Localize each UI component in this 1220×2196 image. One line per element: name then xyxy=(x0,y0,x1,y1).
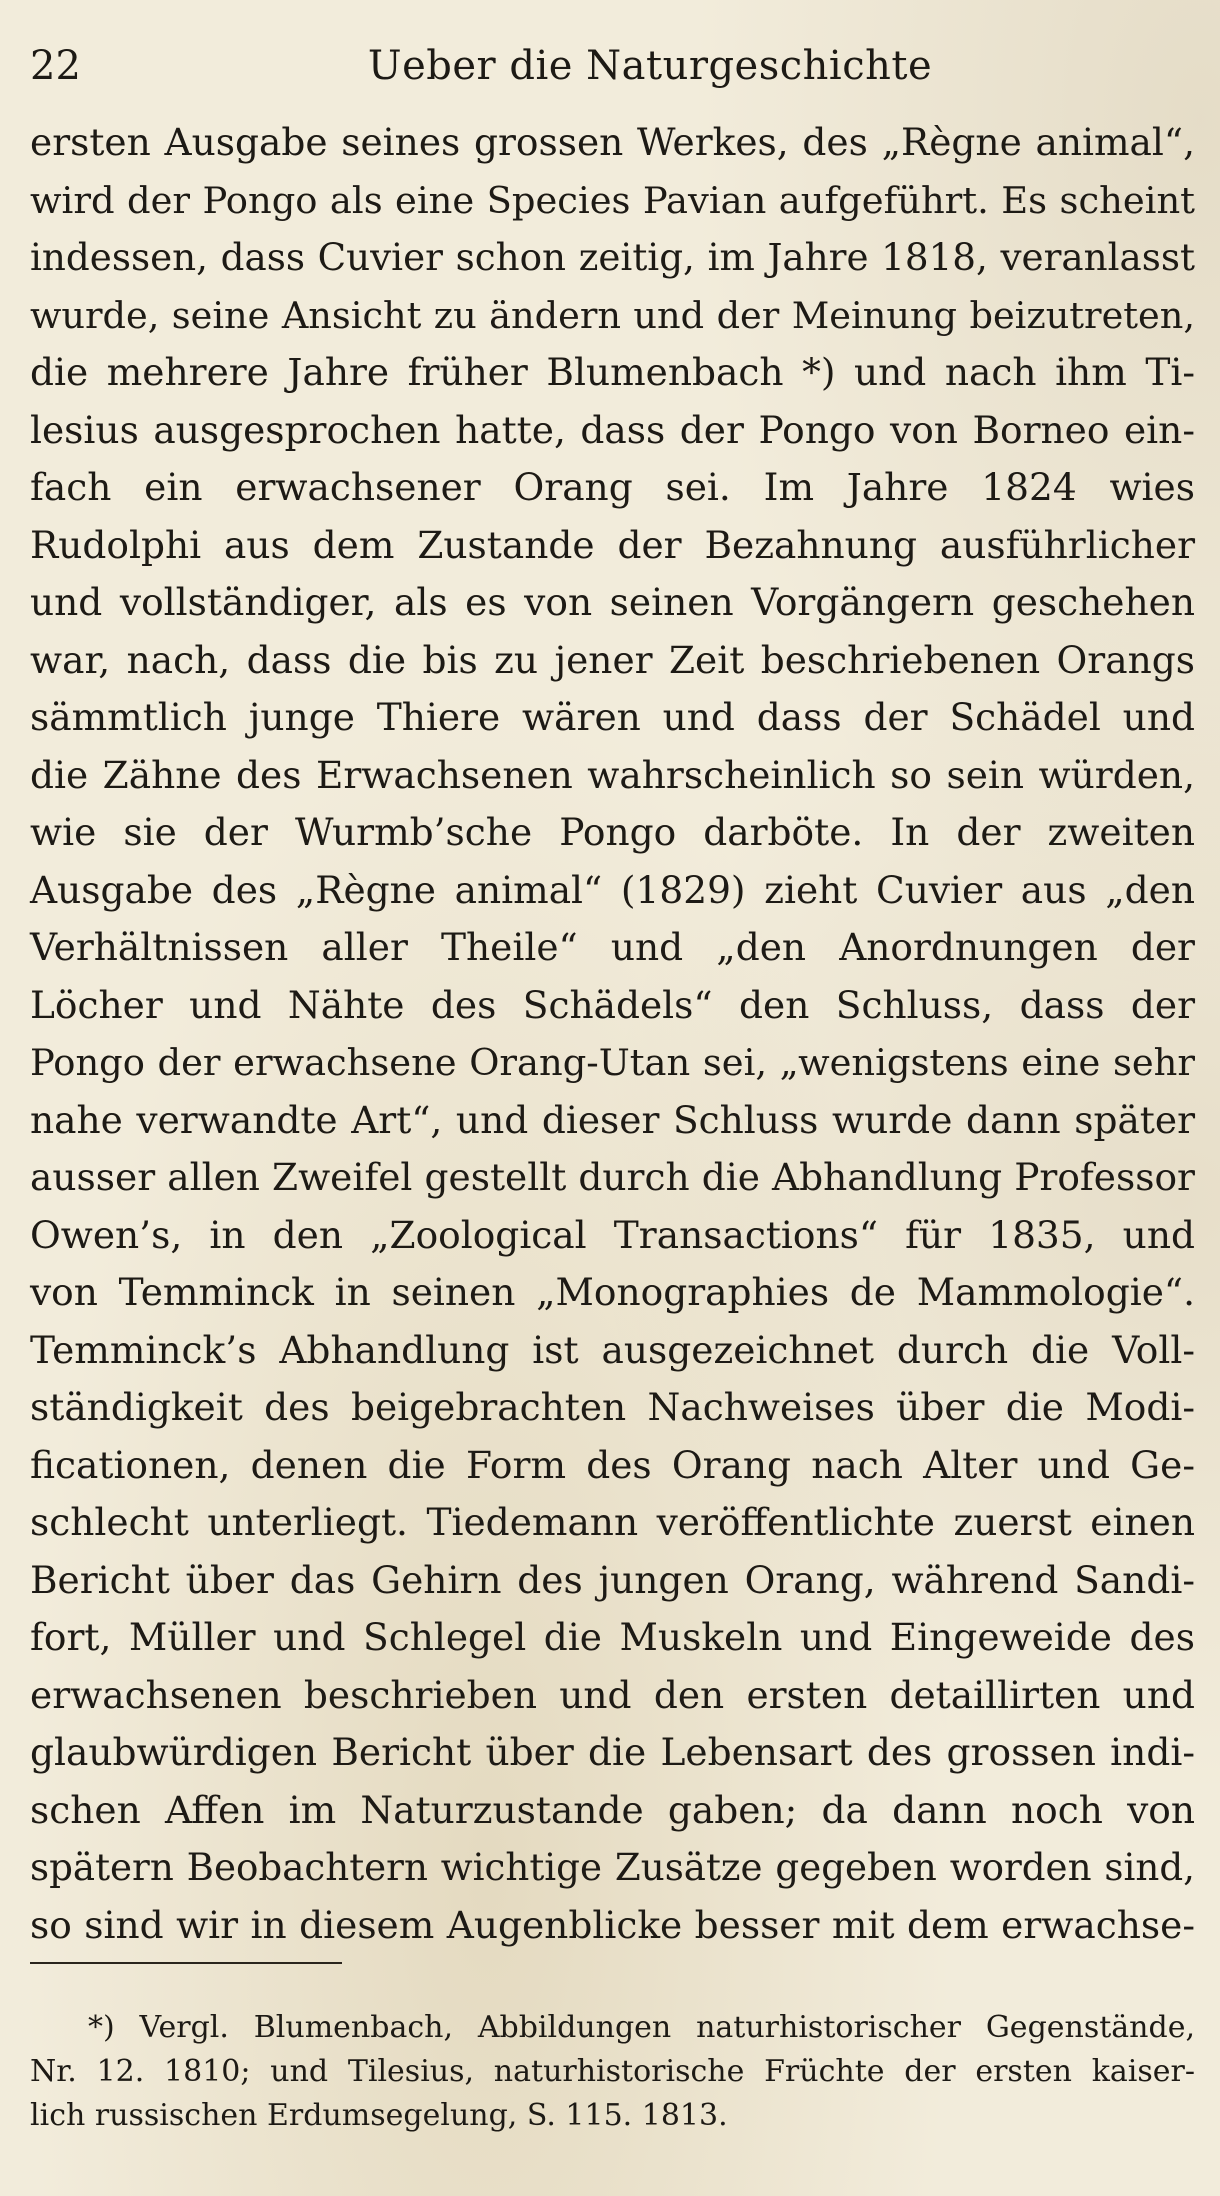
text-line: und vollständiger, als es von seinen Vorgängern geschehen xyxy=(30,580,1195,624)
text-line: Pongo der erwachsene Orang-Utan sei, „wenigstens eine sehr xyxy=(30,1041,1195,1084)
text-line: spätern Beobachtern wichtige Zusätze gegeben worden sind, xyxy=(30,1845,1195,1889)
text-line: ersten Ausgabe seines grossen Werkes, des „Règne animal“, xyxy=(30,120,1195,164)
text-line: Löcher und Nähte des Schädels“ den Schluss, dass der xyxy=(30,982,1195,1027)
text-line: wird der Pongo als eine Species Pavian aufgeführt. Es scheint xyxy=(30,178,1195,222)
page-header xyxy=(30,38,1190,94)
footnote-line: *) Vergl. Blumenbach, Abbildungen naturhistorischer Gegenstände, xyxy=(88,2010,1195,2045)
text-line: Ausgabe des „Règne animal“ (1829) zieht Cuvier aus „den xyxy=(30,867,1195,912)
text-line: wurde, seine Ansicht zu ändern und der Meinung beizutreten, xyxy=(30,293,1195,337)
text-line: von Temminck in seinen „Monographies de Mammologie“. xyxy=(30,1270,1195,1314)
text-line: ficationen, denen die Form des Orang nach Alter und Ge- xyxy=(30,1442,1195,1487)
text-line: Rudolphi aus dem Zustande der Bezahnung ausführlicher xyxy=(30,522,1195,567)
footnote-line: Nr. 12. 1810; und Tilesius, naturhistorische Früchte der ersten kaiser- xyxy=(30,2054,1195,2089)
page-number: 22 xyxy=(30,43,81,89)
text-line: so sind wir in diesem Augenblicke besser mit dem erwachse- xyxy=(30,1902,1195,1947)
text-line: nahe verwandte Art“, und dieser Schluss wurde dann später xyxy=(30,1097,1195,1142)
text-line: sämmtlich junge Thiere wären und dass der Schädel und xyxy=(30,695,1195,739)
text-line: die mehrere Jahre früher Blumenbach *) und nach ihm Ti- xyxy=(30,350,1195,394)
text-line: war, nach, dass die bis zu jener Zeit beschriebenen Orangs xyxy=(30,637,1195,682)
text-line: erwachsenen beschrieben und den ersten detaillirten und xyxy=(30,1672,1195,1717)
text-line: Verhältnissen aller Theile“ und „den Anordnungen der xyxy=(30,925,1195,969)
footnote-line: lich russischen Erdumsegelung, S. 115. 1813. xyxy=(30,2098,728,2133)
text-line: lesius ausgesprochen hatte, dass der Pongo von Borneo ein- xyxy=(30,407,1195,452)
text-line: ständigkeit des beigebrachten Nachweises über die Modi- xyxy=(30,1385,1195,1429)
text-line: wie sie der Wurmb’sche Pongo darböte. In der zweiten xyxy=(30,810,1195,854)
body-text xyxy=(30,114,1195,1954)
text-line: die Zähne des Erwachsenen wahrscheinlich so sein würden, xyxy=(30,752,1195,797)
text-line: indessen, dass Cuvier schon zeitig, im Jahre 1818, veranlasst xyxy=(30,235,1195,279)
text-line: fort, Müller und Schlegel die Muskeln und Eingeweide des xyxy=(30,1615,1195,1659)
text-line: schlecht unterliegt. Tiedemann veröffentlichte zuerst einen xyxy=(30,1500,1195,1544)
text-line: Owen’s, in den „Zoological Transactions“ für 1835, und xyxy=(30,1212,1195,1257)
text-line: Bericht über das Gehirn des jungen Orang, während Sandi- xyxy=(30,1557,1195,1602)
text-line: schen Affen im Naturzustande gaben; da dann noch von xyxy=(30,1787,1195,1832)
text-line: fach ein erwachsener Orang sei. Im Jahre 1824 wies xyxy=(30,465,1195,509)
footnote-divider xyxy=(30,1962,342,1964)
footnote xyxy=(30,2006,1195,2138)
text-line: Temminck’s Abhandlung ist ausgezeichnet durch die Voll- xyxy=(30,1327,1195,1372)
running-title: Ueber die Naturgeschichte xyxy=(367,43,933,89)
text-line: ausser allen Zweifel gestellt durch die Abhandlung Professor xyxy=(30,1155,1195,1199)
text-line: glaubwürdigen Bericht über die Lebensart des grossen indi- xyxy=(30,1730,1195,1774)
